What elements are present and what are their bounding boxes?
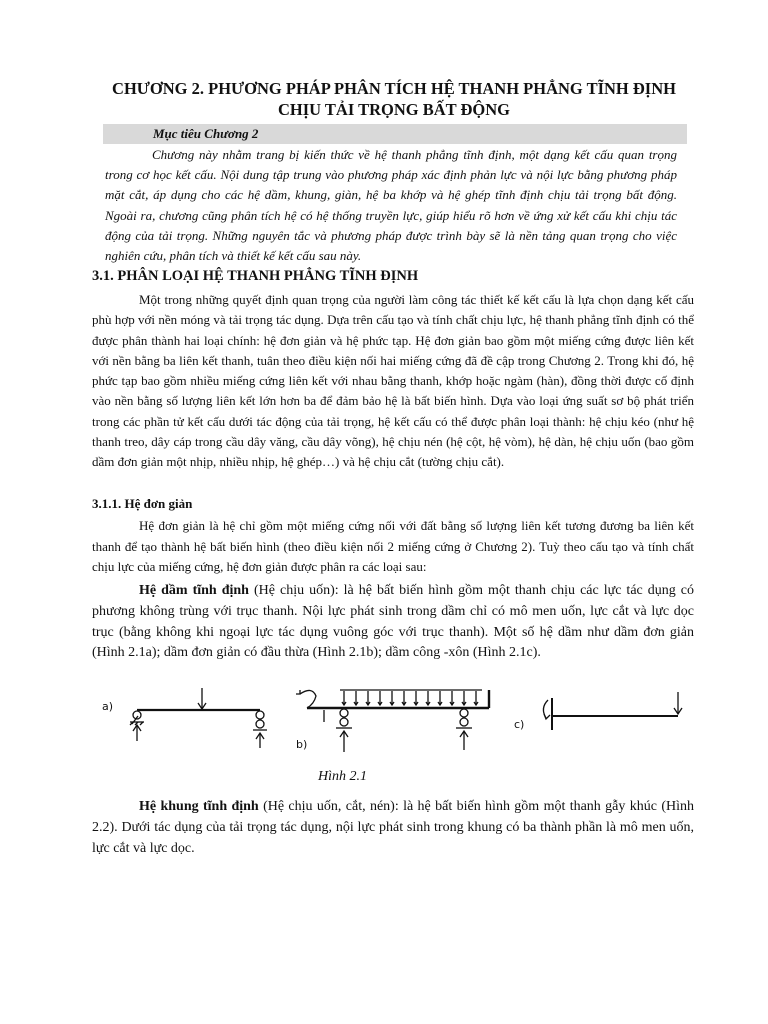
- beam-text: là hệ bất biến hình gồm một thanh chịu các lực tác dụng có phương không trùng với trục thanh. Nội lực phát sinh trong dầm chỉ có mô men uốn, lực cắt và lực dọc trục (bằng không khi ngoại lực tác dụng vuông góc với trục thanh). Một số hệ dầm như dầm đơn giản (Hình 2.1a); dầm đơn giản có đầu thừa (Hình 2.1b); dầm công -xôn (Hình 2.1c).: [92, 583, 694, 661]
- overhang-beam-diagram: [296, 690, 489, 752]
- cantilever-diagram: [543, 692, 682, 730]
- objective-heading: Mục tiêu Chương 2: [153, 126, 259, 141]
- section-3-1-heading: 3.1. PHÂN LOẠI HỆ THANH PHẲNG TĨNH ĐỊNH: [92, 268, 419, 284]
- section-3-1-1-paragraph: Hệ đơn giản là hệ chỉ gồm một miếng cứng nối với đất bằng số lượng liên kết tương đương ba liên kết thanh để tạo thành hệ bất biến hình (theo điều kiện nối 2 miếng cứng ở Chương 2). Tuỳ theo cấu tạo và tính chất chịu lực của miếng cứng, hệ đơn giản được phân ra các loại sau:: [92, 518, 694, 574]
- frame-text: là hệ bất biến hình gồm một thanh gẫy khúc (Hình 2.2). Dưới tác dụng của tải trọng tác dụng, nội lực phát sinh trong khung có ba thành phần là mô men uốn, lực cắt và lực dọc.: [92, 799, 694, 856]
- figure-label-a: a): [102, 700, 114, 713]
- objective-heading-bar: [103, 124, 687, 144]
- frame-paragraph: [92, 797, 694, 859]
- objective-body: Chương này nhằm trang bị kiến thức về hệ thanh phẳng tĩnh định, một dạng kết cấu quan trọng trong cơ học kết cấu. Nội dung tập trung vào phương pháp xác định phản lực và nội lực bằng phương pháp mặt cắt, áp dụng cho các hệ dầm, khung, giàn, hệ ba khớp và hệ ghép tĩnh định chịu tải trọng bất động. Ngoài ra, chương cũng phân tích hệ có hệ thống truyền lực, giúp hiểu rõ hơn về ứng xử kết cấu khi chịu tác động của tải trọng. Những nguyên tắc và phương pháp được trình bày sẽ là nền tảng quan trọng cho việc nghiên cứu, phân tích và thiết kế kết cấu sau này.: [105, 147, 677, 264]
- beam-term: Hệ dầm tĩnh định: [139, 583, 249, 598]
- simple-beam-diagram: [130, 688, 267, 748]
- section-3-1-paragraph: Một trong những quyết định quan trọng của người làm công tác thiết kế kết cấu là lựa chọn dạng kết cấu phù hợp với nền móng và tải trọng tác dụng. Dựa trên cấu tạo và tính chất chịu lực, hệ thanh phẳng tĩnh định có thể được phân thành hai loại chính: hệ đơn giản và hệ phức tạp. Hệ đơn giản bao gồm một miếng cứng được liên kết với nền bằng ba liên kết thanh, tuân theo điều kiện nối hai miếng cứng đã đề cập trong Chương 2. Trong khi đó, hệ phức tạp bao gồm nhiều miếng cứng liên kết với nhau bằng thanh, khớp hoặc ngàm (hàn), đồng thời được cố định vào nền bằng số lượng liên kết lớn hơn ba để đảm bảo hệ là bất biến hình. Dựa vào loại ứng suất sơ bộ phát triển trong các phần tử kết cấu dưới tác động của tải trọng, hệ kết cấu có thể được phân loại thành: hệ chịu kéo (như hệ thanh treo, dây cáp trong cầu dây văng, cầu dây võng), hệ chịu nén (hệ cột, hệ vòm), hệ dàn, hệ chịu uốn (bao gồm dầm đơn giản một nhịp, nhiều nhịp, hệ ghép…) và hệ chịu cắt (tường chịu cắt).: [92, 292, 694, 470]
- figure-2-1: [92, 686, 694, 786]
- beam-diagrams: [92, 686, 694, 786]
- chapter-title: CHƯƠNG 2. PHƯƠNG PHÁP PHÂN TÍCH HỆ THANH PHẲNG TĨNH ĐỊNH CHỊU TẢI TRỌNG BẤT ĐỘNG: [112, 79, 676, 119]
- beam-paragraph: [92, 581, 694, 664]
- frame-qualifier: (Hệ chịu uốn, cắt, nén):: [258, 799, 404, 814]
- figure-caption: Hình 2.1: [318, 769, 367, 784]
- beam-qualifier: (Hệ chịu uốn):: [248, 583, 344, 598]
- figure-label-c: c): [514, 718, 525, 731]
- section-3-1-1-heading: 3.1.1. Hệ đơn giản: [92, 496, 193, 511]
- figure-label-b: b): [296, 738, 308, 751]
- frame-term: Hệ khung tĩnh định: [139, 799, 259, 814]
